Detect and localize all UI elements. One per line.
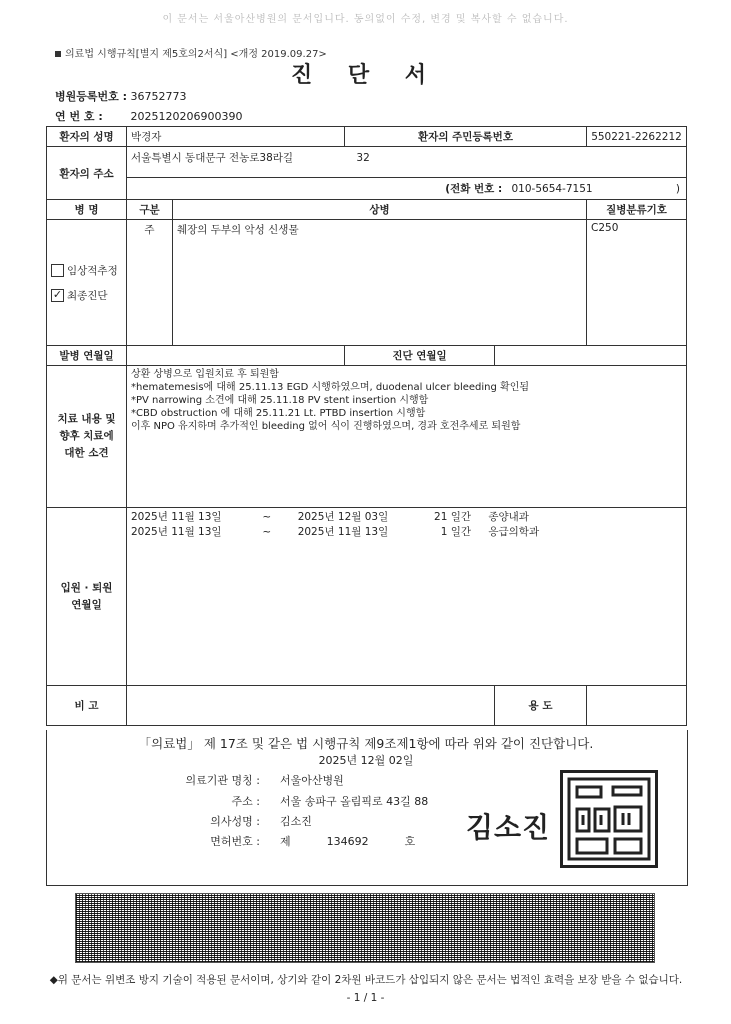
serial-value: 2025120206900390 (130, 110, 243, 123)
doctor-signature: 김소진 (466, 811, 551, 844)
institution-name: 서울아산병원 (280, 774, 344, 787)
admission-from: 2025년 11월 13일 (131, 511, 222, 523)
diagnosis-date-label: 진단 연월일 (345, 346, 495, 366)
legal-statement: 「의료법」 제 17조 및 같은 법 시행규칙 제9조제1항에 따라 위와 같이 진단합니다. (138, 736, 594, 751)
license-number: 134692 (326, 835, 369, 848)
issue-date: 2025년 12월 02일 (318, 754, 414, 767)
watermark-text: 이 문서는 서울아산병원의 문서입니다. 동의없이 수정, 변경 및 복사할 수 없습니다. (162, 14, 569, 25)
page-number: - 1 / 1 - (346, 992, 385, 1004)
clinical-estimate-option[interactable] (51, 263, 122, 278)
diagnosis-name: 췌장의 두부의 악성 신생물 (173, 220, 587, 346)
diagnosis-code: C250 (587, 220, 687, 346)
license-suffix: 호 (404, 835, 416, 848)
disease-code-header: 질병분류기호 (587, 200, 687, 220)
doctor-name: 김소진 (280, 815, 312, 828)
registration-label: 병원등록번호 : (55, 90, 127, 103)
license-label: 면허번호 : (210, 835, 260, 848)
institution-address: 서울 송파구 올림픽로 43길 88 (280, 795, 429, 808)
diagnosis-type: 주 (127, 220, 173, 346)
patient-rrn-label: 환자의 주민등록번호 (345, 127, 587, 147)
clinical-estimate-label: 임상적추정 (67, 264, 118, 277)
admission-row (131, 525, 682, 540)
treatment-line: *hematemesis에 대해 25.11.13 EGD 시행하였으며, duodenal ulcer bleeding 확인됨 (131, 382, 530, 393)
admission-to: 2025년 11월 13일 (297, 526, 389, 538)
license-row (160, 833, 415, 849)
document-title: 진 단 서 (290, 63, 441, 88)
treatment-line: 이후 NPO 유지하며 추가적인 bleeding 없어 식이 진행하였으며, 경과 호전추세로 퇴원함 (131, 421, 521, 432)
admission-to: 2025년 12월 03일 (297, 511, 389, 523)
admission-label-2: 연월일 (71, 598, 102, 611)
treatment-line: *PV narrowing 소견에 대해 25.11.18 PV stent insertion 시행함 (131, 395, 429, 406)
purpose-value (587, 686, 687, 726)
license-prefix: 제 (280, 835, 291, 848)
final-diagnosis-checkbox[interactable]: ✓ (52, 288, 63, 301)
phone-label: (전화 번호 : (445, 183, 503, 195)
diagnosis-date (495, 346, 687, 366)
doctor-name-row (160, 813, 312, 829)
patient-address-number: 32 (356, 152, 370, 164)
treatment-label-2: 향후 치료에 (59, 430, 114, 442)
disease-header: 병 명 (47, 200, 127, 220)
diagnosis-table (46, 126, 687, 726)
treatment-label-1: 치료 내용 및 (57, 413, 116, 425)
hospital-seal-stamp (560, 770, 658, 868)
treatment-line: *CBD obstruction 에 대해 25.11.21 Lt. PTBD insertion 시행함 (131, 408, 426, 419)
institution-name-label: 의료기관 명칭 : (185, 774, 260, 787)
institution-address-label: 주소 : (231, 795, 260, 808)
admission-dept: 종양내과 (488, 511, 529, 523)
patient-name-label: 환자의 성명 (47, 127, 127, 147)
forgery-notice: ◆위 문서는 위변조 방지 기술이 적용된 문서이며, 상기와 같이 2차원 바코드가 삽입되지 않은 문서는 법적인 효력을 보장 받을 수 없습니다. (49, 974, 683, 986)
remarks-value (127, 686, 495, 726)
form-reference-text: 의료법 시행규칙[별지 제5호의2서식] <개정 2019.09.27> (65, 49, 327, 60)
clinical-estimate-checkbox[interactable] (51, 264, 64, 277)
serial-label: 연 번 호 : (55, 110, 103, 123)
disease-name-header: 상병 (173, 200, 587, 220)
final-diagnosis-label: 최종진단 (67, 289, 108, 302)
type-header: 구분 (127, 200, 173, 220)
doctor-name-label: 의사성명 : (210, 815, 260, 828)
admission-label-1: 입원 · 퇴원 (60, 581, 113, 594)
phone-number: 010-5654-7151 (511, 183, 593, 195)
patient-address: 서울특별시 동대문구 전농로38라길 (131, 152, 294, 164)
onset-date (127, 346, 345, 366)
final-diagnosis-option[interactable] (51, 288, 122, 303)
admission-days: 1 일간 (440, 526, 472, 538)
bullet-square-icon (55, 51, 61, 57)
remarks-label: 비 고 (47, 686, 127, 726)
admission-sep: ~ (262, 511, 272, 523)
patient-name: 박경자 (127, 127, 345, 147)
serial-row (55, 108, 242, 124)
admission-dept: 응급의학과 (488, 526, 540, 538)
registration-row (55, 88, 187, 104)
patient-rrn: 550221-2262212 (587, 127, 687, 147)
patient-address-label: 환자의 주소 (47, 147, 127, 200)
institution-name-row (160, 772, 344, 788)
purpose-label: 용 도 (495, 686, 587, 726)
phone-close: ) (675, 183, 681, 195)
admission-days: 21 일간 (434, 511, 472, 523)
admission-from: 2025년 11월 13일 (131, 526, 222, 538)
admission-sep: ~ (262, 526, 272, 538)
institution-address-row (160, 793, 428, 809)
2d-barcode (75, 893, 655, 963)
treatment-line: 상환 상병으로 입원치료 후 퇴원함 (131, 369, 279, 380)
onset-date-label: 발병 연월일 (47, 346, 127, 366)
registration-value: 36752773 (130, 90, 187, 103)
admission-row (131, 510, 682, 525)
treatment-label-3: 대한 소견 (64, 447, 109, 459)
seal-pattern-icon (563, 773, 655, 865)
